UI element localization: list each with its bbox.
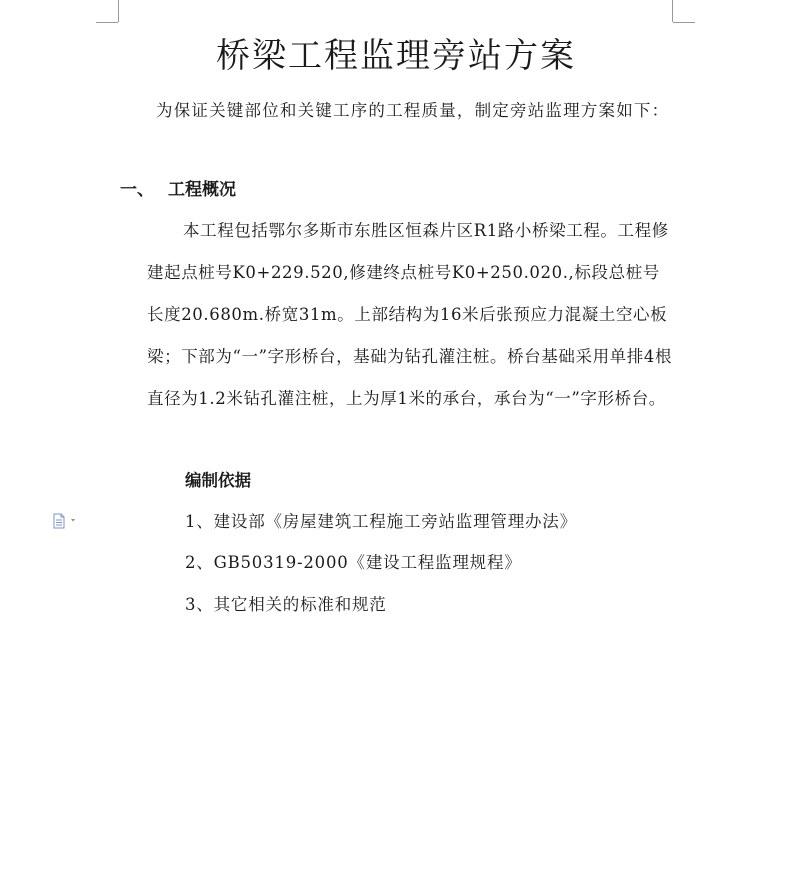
section-number: 一、	[120, 180, 154, 200]
crop-mark-top-right-horizontal	[673, 22, 695, 23]
document-options-icon-graphic	[52, 513, 82, 529]
document-options-icon[interactable]	[52, 513, 82, 529]
overview-paragraph: 本工程包括鄂尔多斯市东胜区恒森片区R1路小桥梁工程。工程修建起点桩号K0+229.520,修建终点桩号K0+250.020.,标段总桩号长度20.680m.桥宽31m。上部结构为16米后张预应力混凝土空心板梁；下部为“一”字形桥台，基础为钻孔灌注桩。桥台基础采用单排4根直径为1.2米钻孔灌注桩，上为厚1米的承台，承台为“一”字形桥台。	[147, 221, 673, 408]
intro-paragraph: 为保证关键部位和关键工序的工程质量，制定旁站监理方案如下：	[156, 101, 670, 120]
basis-item: 2、GB50319-2000《建设工程监理规程》	[185, 553, 522, 572]
crop-mark-top-left-horizontal	[96, 22, 118, 23]
crop-mark-top-right-vertical	[672, 0, 673, 22]
document-title: 桥梁工程监理旁站方案	[216, 36, 576, 76]
section-title: 工程概况	[168, 180, 236, 200]
basis-item: 3、其它相关的标准和规范	[185, 595, 387, 614]
basis-heading: 编制依据	[185, 471, 251, 490]
section-heading-overview	[120, 170, 236, 210]
basis-item: 1、建设部《房屋建筑工程施工旁站监理管理办法》	[185, 512, 577, 531]
crop-mark-top-left-vertical	[118, 0, 119, 22]
